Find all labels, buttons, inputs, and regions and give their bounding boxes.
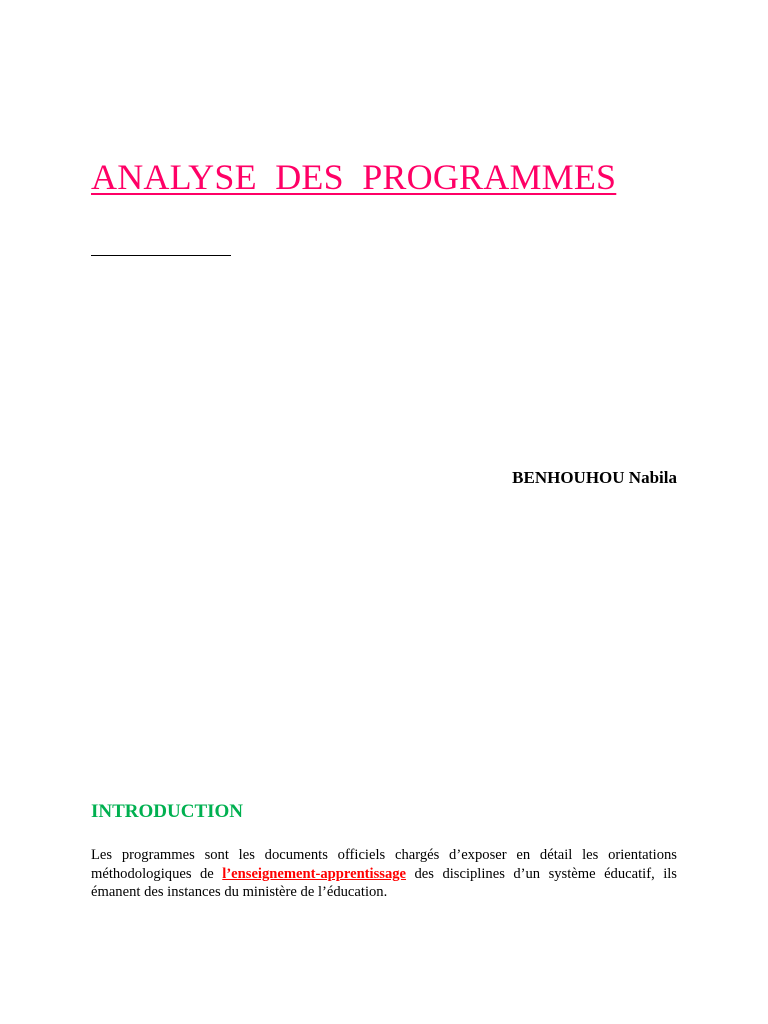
- introduction-heading: INTRODUCTION: [91, 801, 244, 822]
- separator-line: [91, 255, 231, 256]
- enseignement-apprentissage-link[interactable]: l’enseignement-apprentissage: [222, 865, 407, 882]
- paragraph-text-before-link: Les programmes sont les documents officiels chargés d’exposer en détail les orientations méthodologiques de: [91, 847, 677, 882]
- introduction-paragraph: [91, 846, 677, 902]
- document-title: ANALYSE DES PROGRAMMES: [91, 157, 617, 197]
- paragraph-text-after-link: des disciplines d’un système éducatif, ils émanent des instances du ministère de l’éducation.: [91, 865, 677, 900]
- author-name: BENHOUHOU Nabila: [512, 468, 677, 487]
